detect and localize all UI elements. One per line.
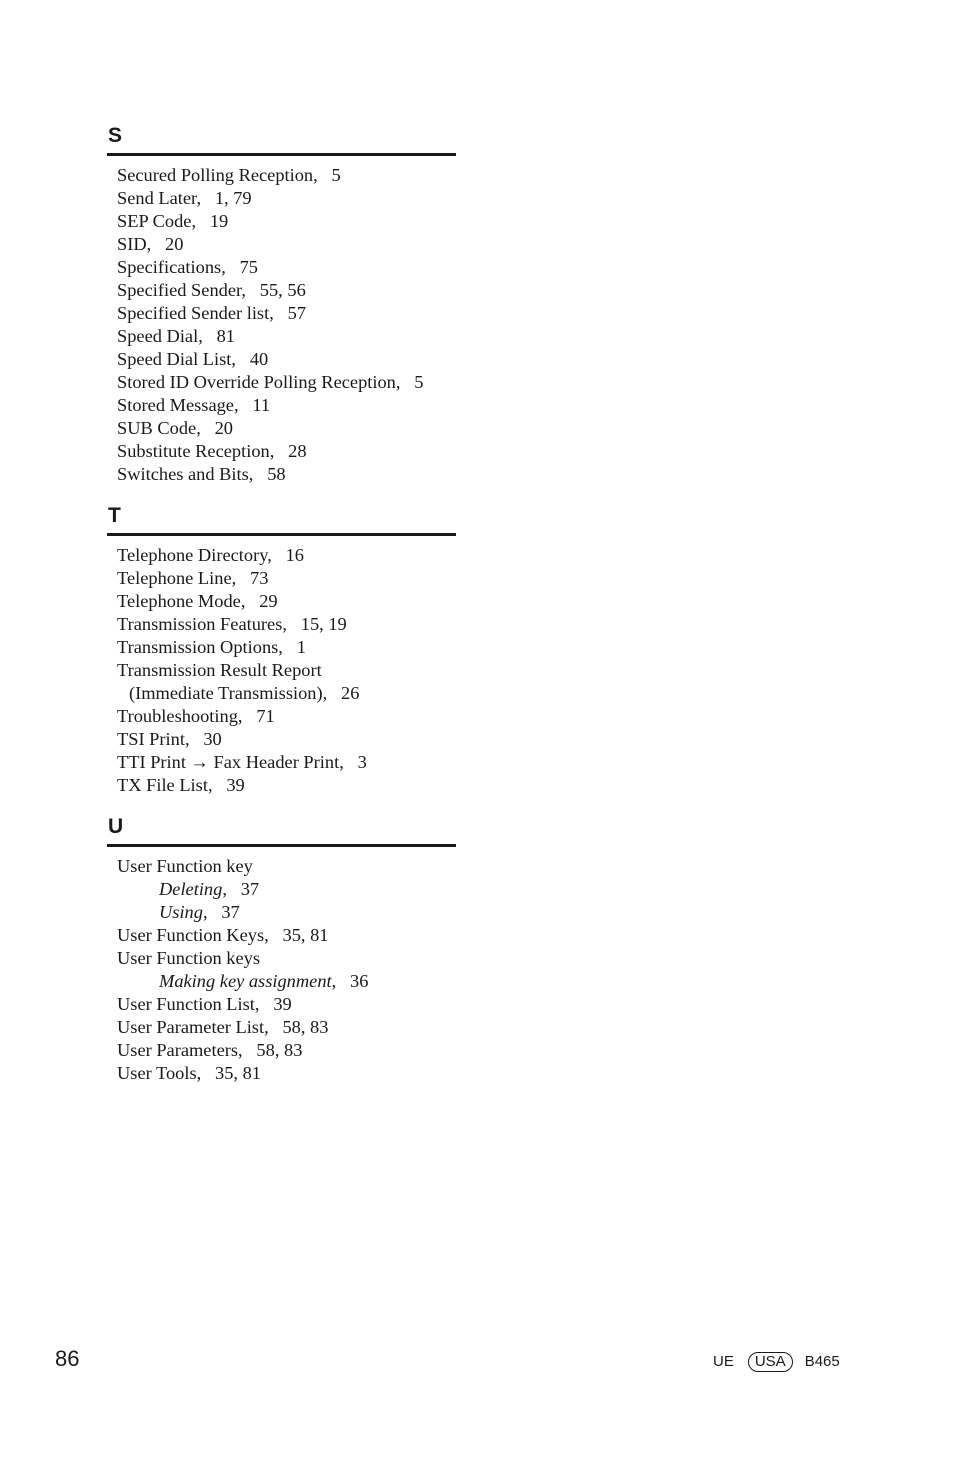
document-code [713,1352,840,1372]
entry-term: Making key assignment [159,971,332,991]
entry-page-refs: 5 [414,372,424,392]
index-entry [107,279,456,302]
entry-separator: , [264,1017,283,1037]
entry-separator: , [221,257,240,277]
entry-term: TSI Print [117,729,185,749]
entry-page-refs: 73 [250,568,269,588]
entry-separator: , [233,395,253,415]
index-entry [107,348,456,371]
entry-term: Speed Dial List [117,349,232,369]
entry-separator: , [282,614,301,634]
entry-separator: , [202,902,222,922]
index-entry [107,751,456,774]
entry-page-refs: 19 [209,211,229,231]
index-entry [107,394,456,417]
entry-separator: , [269,441,289,461]
entry-term: User Parameter List [117,1017,265,1037]
entry-separator: , [198,326,217,346]
section-divider [107,533,456,536]
index-entry [107,440,456,463]
entry-term: Stored ID Override Polling Reception [117,372,396,392]
entry-page-refs: 58, 83 [256,1040,303,1060]
index-section-t [107,504,456,797]
entry-term: Specified Sender [117,280,242,300]
index-entry [107,463,456,486]
entry-term: Specified Sender list [117,303,270,323]
entry-term: Specifications [117,257,222,277]
section-letter: U [108,815,124,838]
entry-page-refs: 35, 81 [282,925,329,945]
index-entry [107,1062,456,1085]
entry-page-refs: 1, 79 [214,188,252,208]
entry-separator: , [313,165,332,185]
entry-term: Using [159,902,203,922]
index-entry [107,924,456,947]
model-code: B465 [804,1353,840,1370]
entry-page-refs: 37 [221,902,240,922]
index-entry [107,993,456,1016]
entry-page-refs: 5 [331,165,341,185]
code-prefix: UE [713,1353,734,1370]
entry-page-refs: 40 [249,349,269,369]
entry-separator: , [395,372,415,392]
index-entry [107,728,456,751]
index-entry [107,164,456,187]
entry-term: Deleting [159,879,223,899]
entry-term: User Function Keys [117,925,265,945]
entry-term: (Immediate Transmission) [129,683,323,703]
index-entry-list [107,544,456,797]
entry-term: Switches and Bits [117,464,249,484]
entry-page-refs: 1 [296,637,306,657]
entry-page-refs: 29 [259,591,278,611]
entry-page-refs: 26 [341,683,360,703]
index-entry [107,1016,456,1039]
entry-separator: , [196,418,215,438]
entry-term: User Function key [117,856,253,876]
index-entry-list [107,164,456,486]
section-letter: S [108,124,123,147]
entry-separator: , [238,1040,257,1060]
entry-page-refs: 15, 19 [300,614,347,634]
entry-separator: , [196,188,215,208]
entry-term: Transmission Result Report [117,660,322,680]
entry-page-refs: 39 [226,775,245,795]
index-entry [107,371,456,394]
entry-separator: , [191,211,210,231]
index-entry-list [107,855,456,1085]
entry-term: Transmission Options [117,637,279,657]
index-entry [107,1039,456,1062]
entry-page-refs: 11 [252,395,271,415]
section-divider [107,153,456,156]
entry-page-refs: 28 [288,441,307,461]
index-entry [107,947,456,970]
region-badge: USA [748,1352,793,1372]
entry-separator: , [207,775,227,795]
entry-separator: , [146,234,166,254]
entry-page-refs: 20 [165,234,184,254]
index-entry [107,417,456,440]
entry-term: User Function keys [117,948,261,968]
entry-term: TX File List [117,775,208,795]
entry-term: TTI Print → Fax Header Print [117,752,340,772]
entry-page-refs: 58 [267,464,286,484]
entry-separator: , [267,545,286,565]
entry-page-refs: 55, 56 [259,280,306,300]
entry-page-refs: 58, 83 [282,1017,329,1037]
entry-separator: , [331,971,351,991]
entry-page-refs: 39 [273,994,292,1014]
index-subentry [107,970,456,993]
index-entry [107,774,456,797]
index-subentry [107,878,456,901]
index-entry [107,590,456,613]
entry-separator: , [339,752,358,772]
entry-term: Secured Polling Reception [117,165,314,185]
entry-term: Stored Message [117,395,234,415]
entry-separator: , [278,637,297,657]
entry-term: User Function List [117,994,255,1014]
entry-separator: , [254,994,274,1014]
index-section-u [107,815,456,1085]
entry-page-refs: 35, 81 [215,1063,261,1083]
entry-term: Speed Dial [117,326,199,346]
entry-separator: , [264,925,283,945]
entry-separator: , [184,729,204,749]
entry-page-refs: 3 [357,752,367,772]
entry-term: Telephone Mode [117,591,241,611]
index-entry [107,636,456,659]
index-entry [107,682,456,705]
index-entry [107,302,456,325]
entry-separator: , [248,464,268,484]
entry-separator: , [237,706,257,726]
section-divider [107,844,456,847]
entry-separator: , [222,879,241,899]
index-entry [107,187,456,210]
section-letter: T [108,504,121,527]
index-entry [107,705,456,728]
entry-separator: , [240,591,260,611]
entry-page-refs: 20 [214,418,233,438]
entry-separator: , [269,303,288,323]
index-entry [107,210,456,233]
entry-term: User Tools [117,1063,197,1083]
index-entry [107,659,456,682]
index-entry [107,567,456,590]
entry-term: Telephone Line [117,568,232,588]
entry-term: Telephone Directory [117,545,268,565]
entry-term: User Parameters [117,1040,239,1060]
index-entry [107,233,456,256]
entry-term: SUB Code [117,418,197,438]
entry-term: SID [117,234,147,254]
entry-term: Send Later [117,188,197,208]
entry-page-refs: 71 [256,706,275,726]
entry-page-refs: 81 [216,326,235,346]
index-entry [107,256,456,279]
entry-page-refs: 57 [287,303,306,323]
index-entry [107,325,456,348]
entry-term: Transmission Features [117,614,283,634]
index-section-s [107,124,456,486]
index-entry [107,613,456,636]
entry-page-refs: 37 [240,879,260,899]
entry-page-refs: 36 [350,971,369,991]
page-number: 86 [55,1346,80,1371]
entry-page-refs: 30 [203,729,222,749]
entry-separator: , [196,1063,215,1083]
entry-term: Substitute Reception [117,441,270,461]
entry-separator: , [322,683,341,703]
entry-page-refs: 16 [285,545,304,565]
index-subentry [107,901,456,924]
entry-separator: , [231,568,251,588]
entry-separator: , [241,280,260,300]
index-entry [107,544,456,567]
index-entry [107,855,456,878]
entry-term: Troubleshooting [117,706,238,726]
entry-page-refs: 75 [239,257,258,277]
entry-separator: , [231,349,250,369]
entry-term: SEP Code [117,211,192,231]
